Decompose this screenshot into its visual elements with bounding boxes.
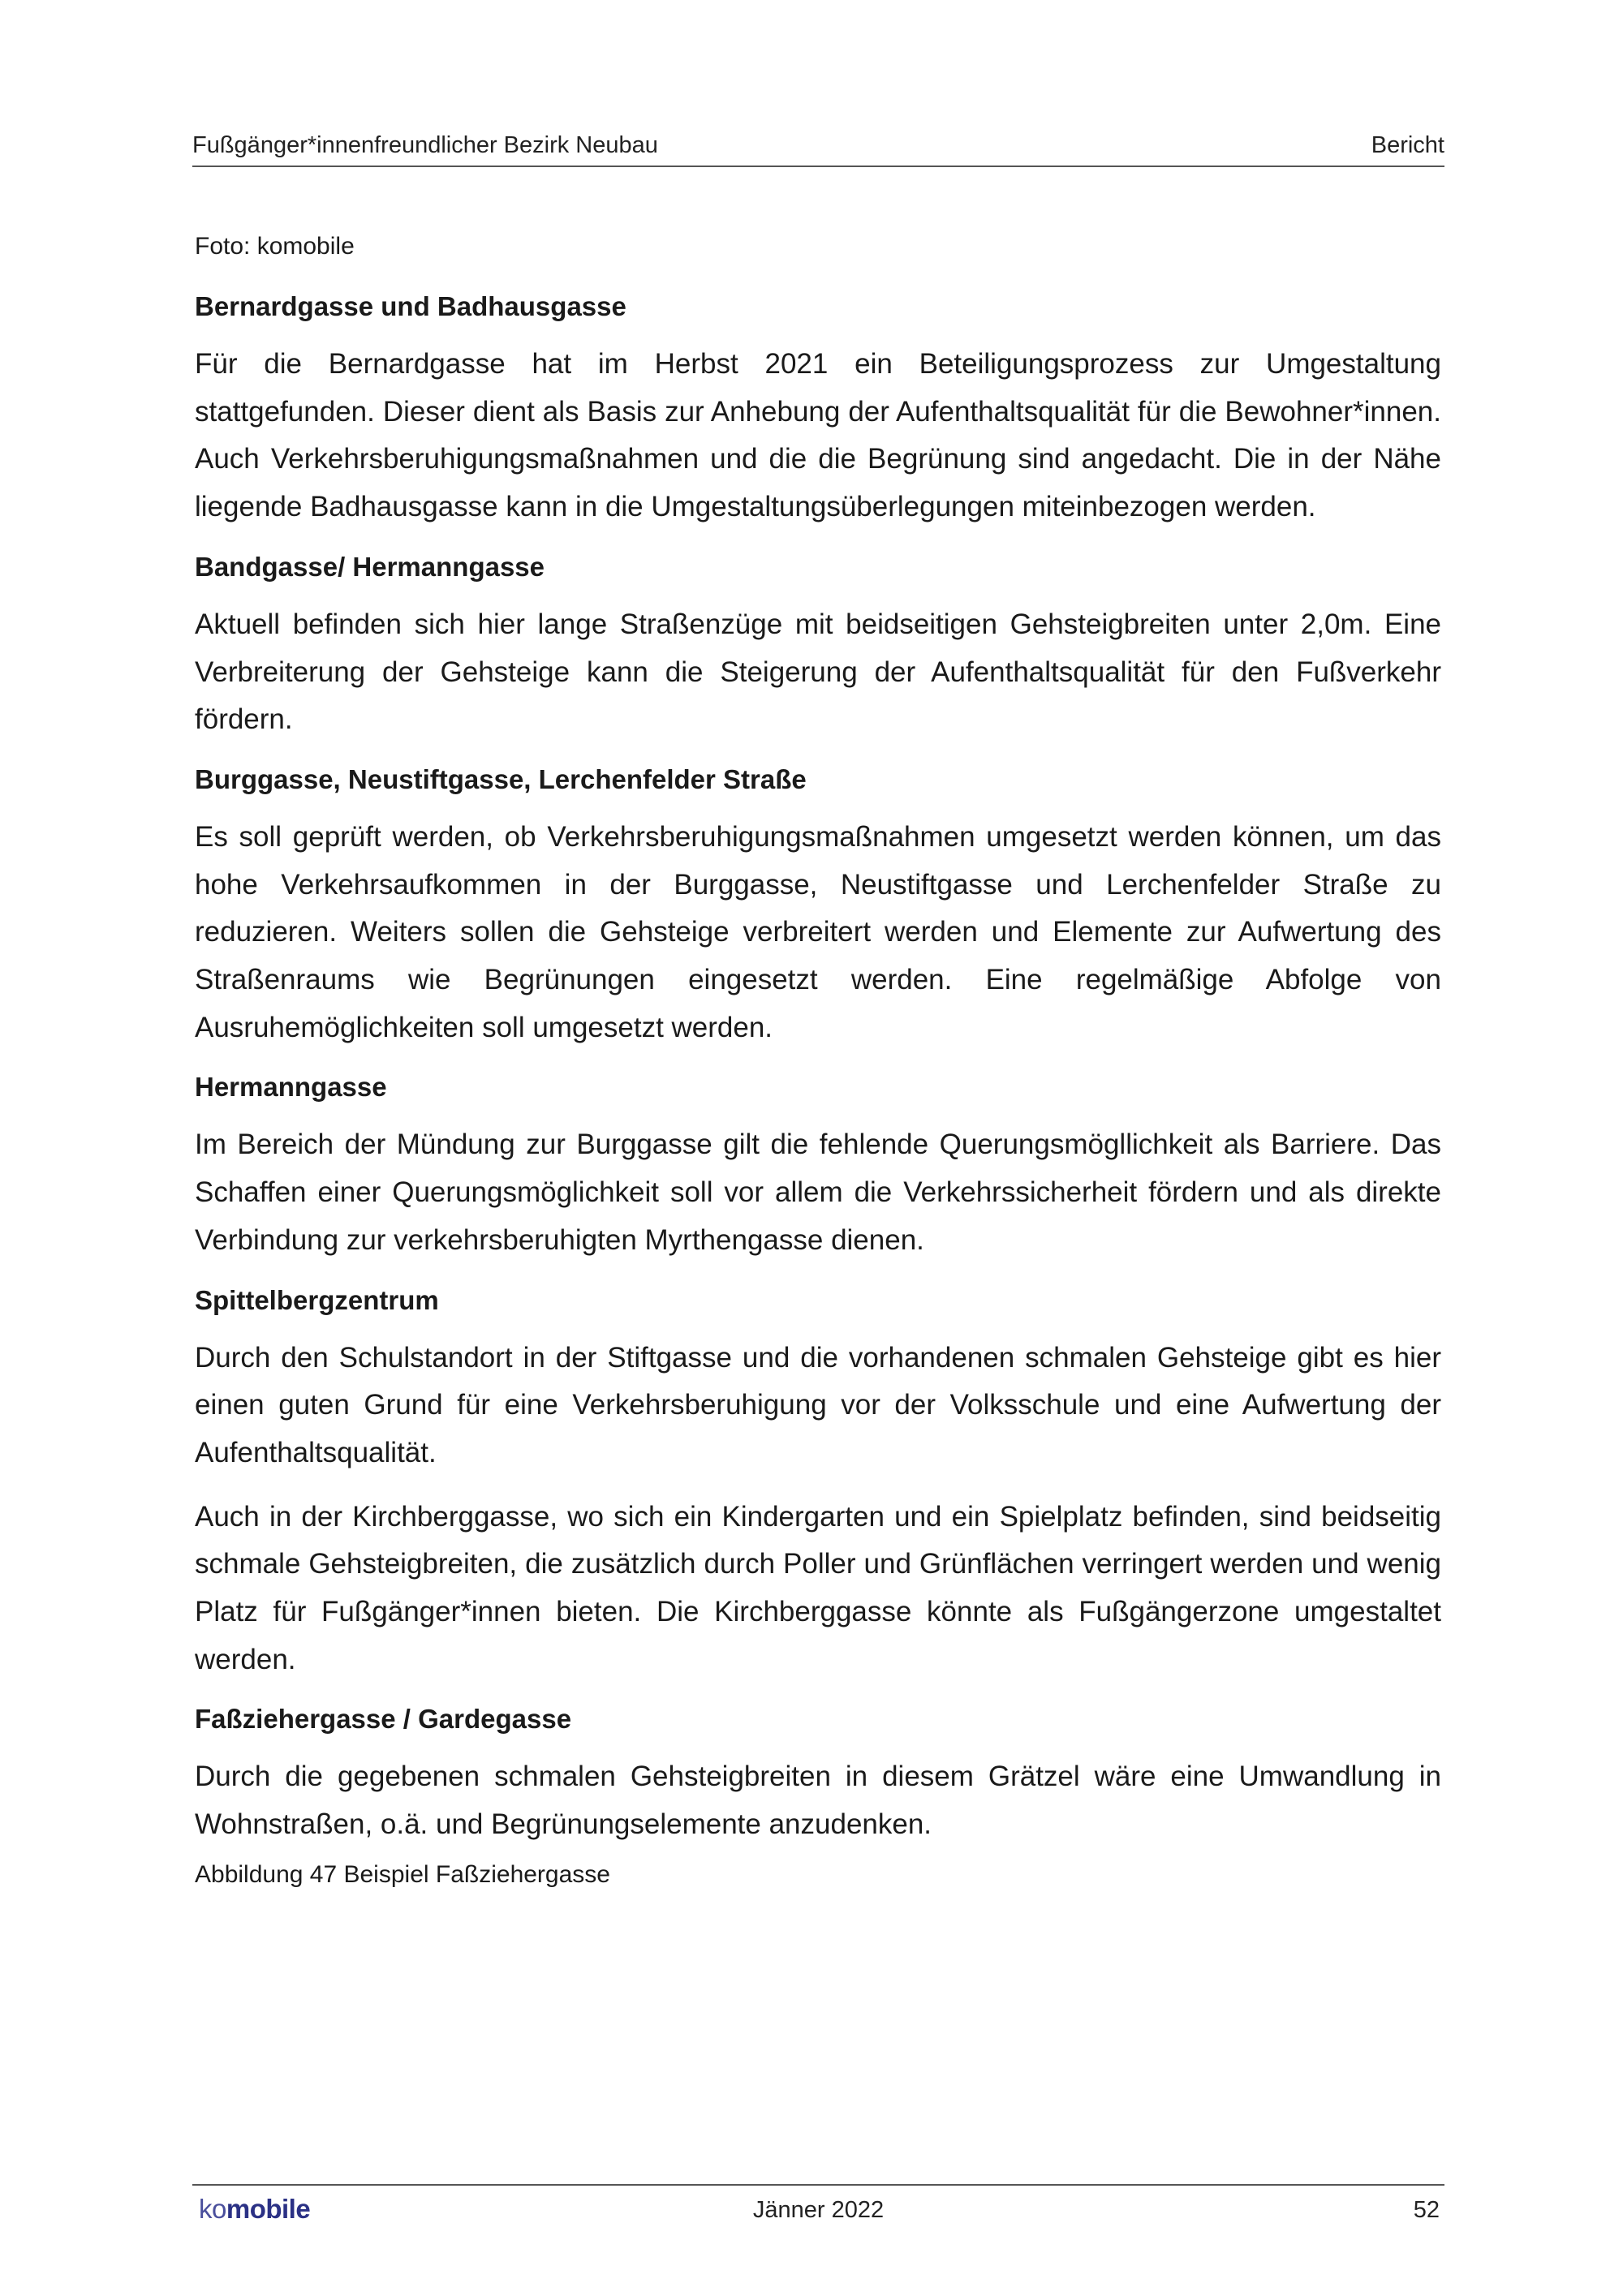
section-spittelbergzentrum bbox=[195, 1281, 1441, 1684]
section-heading: Hermanngasse bbox=[195, 1072, 387, 1103]
section-paragraph: Für die Bernardgasse hat im Herbst 2021 ein Beteiligungsprozess zur Umgestaltung stattgefunden. Dieser dient als Basis zur Anhebung der Aufenthaltsqualität für die Bewohner*innen. Auch Verkehrsberuhigungsmaßnahmen und die die Begrünung sind angedacht. Die in der Nähe liegende Badhausgasse kann in die Umgestaltungsüberlegungen miteinbezogen werden. bbox=[195, 348, 1441, 523]
page-content bbox=[195, 227, 1441, 1894]
logo-part-mobile: mobile bbox=[226, 2194, 311, 2224]
footer-date: Jänner 2022 bbox=[752, 2197, 885, 2223]
section-paragraph: Aktuell befinden sich hier lange Straßenzüge mit beidseitigen Gehsteigbreiten unter 2,0m. Eine Verbreiterung der Gehsteige kann die Steigerung der Aufenthaltsqualität für den Fußverkehr fördern. bbox=[195, 608, 1441, 736]
header-title: Fußgänger*innenfreundlicher Bezirk Neubau bbox=[192, 132, 658, 158]
logo-part-ko: ko bbox=[199, 2194, 226, 2224]
figure-caption: Abbildung 47 Beispiel Faßziehergasse bbox=[195, 1860, 610, 1888]
page-header bbox=[192, 120, 1444, 167]
section-heading: Bernardgasse und Badhausgasse bbox=[195, 291, 626, 321]
section-fassziehergasse bbox=[195, 1700, 1441, 1848]
section-paragraph: Durch den Schulstandort in der Stiftgasse und die vorhandenen schmalen Gehsteige gibt es hier einen guten Grund für eine Verkehrsberuhigung vor der Volksschule und eine Aufwertung der Aufenthaltsqualität. bbox=[195, 1341, 1441, 1468]
section-paragraph: Es soll geprüft werden, ob Verkehrsberuhigungsmaßnahmen umgesetzt werden können, um das hohe Verkehrsaufkommen in der Burggasse, Neustiftgasse und Lerchenfelder Straße zu reduzieren. Weiters sollen die Gehsteige verbreitert werden und Elemente zur Aufwertung des Straßenraums wie Begrünungen eingesetzt werden. Eine regelmäßige Abfolge von Ausruhemöglichkeiten soll umgesetzt werden. bbox=[195, 820, 1441, 1043]
page-footer bbox=[192, 2184, 1444, 2233]
section-hermanngasse bbox=[195, 1068, 1441, 1264]
photo-credit: Foto: komobile bbox=[195, 233, 355, 260]
section-heading: Faßziehergasse / Gardegasse bbox=[195, 1704, 572, 1735]
section-bandgasse bbox=[195, 548, 1441, 744]
header-section: Bericht bbox=[1371, 132, 1444, 158]
page-number: 52 bbox=[1413, 2197, 1440, 2223]
section-heading: Bandgasse/ Hermanngasse bbox=[195, 551, 545, 582]
section-bernardgasse bbox=[195, 287, 1441, 531]
section-heading: Spittelbergzentrum bbox=[195, 1284, 439, 1315]
section-paragraph: Durch die gegebenen schmalen Gehsteigbreiten in diesem Grätzel wäre eine Umwandlung in Wohnstraßen, o.ä. und Begrünungselemente anzudenken. bbox=[195, 1761, 1441, 1841]
section-burggasse bbox=[195, 760, 1441, 1052]
section-heading: Burggasse, Neustiftgasse, Lerchenfelder Straße bbox=[195, 763, 807, 794]
section-paragraph: Auch in der Kirchberggasse, wo sich ein Kindergarten und ein Spielplatz befinden, sind beidseitig schmale Gehsteigbreiten, die zusätzlich durch Poller und Grünflächen verringert werden und wenig Platz für Fußgänger*innen bieten. Die Kirchberggasse könnte als Fußgängerzone umgestaltet werden. bbox=[195, 1500, 1441, 1675]
section-paragraph: Im Bereich der Mündung zur Burggasse gilt die fehlende Querungsmögllichkeit als Barriere. Das Schaffen einer Querungsmöglichkeit soll vor allem die Verkehrssicherheit fördern und als direkte Verbindung zur verkehrsberuhigten Myrthengasse dienen. bbox=[195, 1129, 1441, 1256]
